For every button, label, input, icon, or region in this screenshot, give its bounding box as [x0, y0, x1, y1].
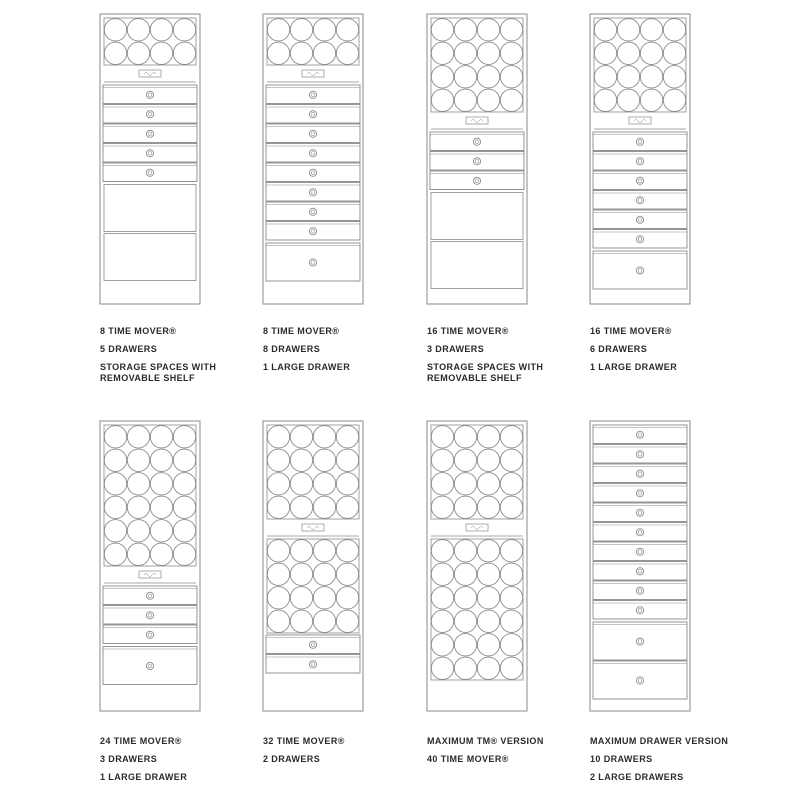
caption-line: 3 DRAWERS	[427, 344, 485, 354]
drawer-knob	[309, 661, 316, 668]
caption-line: 8 TIME MOVER®	[100, 326, 177, 336]
drawer-knob	[636, 568, 643, 575]
drawer-knob	[473, 138, 480, 145]
caption-line: 2 DRAWERS	[263, 754, 321, 764]
caption-5	[100, 736, 270, 790]
drawer-knob	[636, 677, 643, 684]
drawer-knob	[636, 607, 643, 614]
drawer-knob	[309, 259, 316, 266]
drawer-knob	[146, 111, 153, 118]
brand-plate	[629, 117, 651, 124]
drawer-knob	[636, 216, 643, 223]
caption-line: 16 TIME MOVER®	[427, 326, 509, 336]
drawer-knob	[309, 169, 316, 176]
caption-line: 5 DRAWERS	[100, 344, 158, 354]
cabinet-6	[263, 421, 363, 711]
caption-line: 40 TIME MOVER®	[427, 754, 509, 764]
drawer-knob	[309, 150, 316, 157]
brand-plate	[466, 524, 488, 531]
drawer-knob	[636, 177, 643, 184]
caption-line: MAXIMUM DRAWER VERSION	[590, 736, 729, 746]
caption-1	[100, 326, 270, 391]
drawer-knob	[636, 509, 643, 516]
drawer-knob	[146, 662, 153, 669]
drawer-knob	[636, 267, 643, 274]
cabinet-2	[263, 14, 363, 304]
brand-plate	[139, 571, 161, 578]
drawer-knob	[636, 158, 643, 165]
drawer-knob	[146, 592, 153, 599]
cabinet-5	[100, 421, 200, 711]
drawer-knob	[636, 548, 643, 555]
caption-3	[427, 326, 597, 391]
caption-line: 24 TIME MOVER®	[100, 736, 182, 746]
cabinet-8	[590, 421, 690, 711]
drawer-knob	[636, 197, 643, 204]
brand-plate	[302, 524, 324, 531]
caption-line: STORAGE SPACES WITH REMOVABLE SHELF	[427, 362, 544, 383]
drawer-knob	[309, 111, 316, 118]
caption-8	[590, 736, 760, 790]
caption-line: 8 TIME MOVER®	[263, 326, 340, 336]
drawer-knob	[473, 177, 480, 184]
caption-2	[263, 326, 433, 380]
drawer-knob	[636, 638, 643, 645]
caption-line: STORAGE SPACES WITH REMOVABLE SHELF	[100, 362, 217, 383]
drawer-knob	[636, 431, 643, 438]
caption-line: 2 LARGE DRAWERS	[590, 772, 684, 782]
caption-line: 3 DRAWERS	[100, 754, 158, 764]
drawer-knob	[473, 158, 480, 165]
drawer-knob	[636, 451, 643, 458]
caption-line: 1 LARGE DRAWER	[590, 362, 678, 372]
drawer-knob	[309, 208, 316, 215]
drawer-knob	[636, 490, 643, 497]
caption-6	[263, 736, 433, 772]
drawer-knob	[146, 631, 153, 638]
drawer-knob	[636, 470, 643, 477]
drawer-knob	[636, 138, 643, 145]
brand-plate	[139, 70, 161, 77]
drawer-knob	[309, 228, 316, 235]
drawer-knob	[146, 91, 153, 98]
caption-line: 6 DRAWERS	[590, 344, 648, 354]
caption-line: 10 DRAWERS	[590, 754, 653, 764]
caption-line: 32 TIME MOVER®	[263, 736, 345, 746]
caption-line: 1 LARGE DRAWER	[263, 362, 351, 372]
caption-line: 16 TIME MOVER®	[590, 326, 672, 336]
cabinet-1	[100, 14, 200, 304]
drawer-knob	[309, 189, 316, 196]
drawer-knob	[146, 150, 153, 157]
caption-line: MAXIMUM TM® VERSION	[427, 736, 544, 746]
caption-line: 1 LARGE DRAWER	[100, 772, 188, 782]
cabinet-7	[427, 421, 527, 711]
drawer-knob	[309, 91, 316, 98]
brand-plate	[302, 70, 324, 77]
caption-7	[427, 736, 597, 772]
drawer-knob	[309, 130, 316, 137]
drawer-knob	[309, 641, 316, 648]
caption-line: 8 DRAWERS	[263, 344, 321, 354]
drawer-knob	[636, 587, 643, 594]
cabinet-4	[590, 14, 690, 304]
brand-plate	[466, 117, 488, 124]
drawer-knob	[636, 529, 643, 536]
drawer-knob	[146, 130, 153, 137]
cabinet-3	[427, 14, 527, 304]
drawer-knob	[146, 612, 153, 619]
drawer-knob	[636, 236, 643, 243]
caption-4	[590, 326, 760, 380]
drawer-knob	[146, 169, 153, 176]
